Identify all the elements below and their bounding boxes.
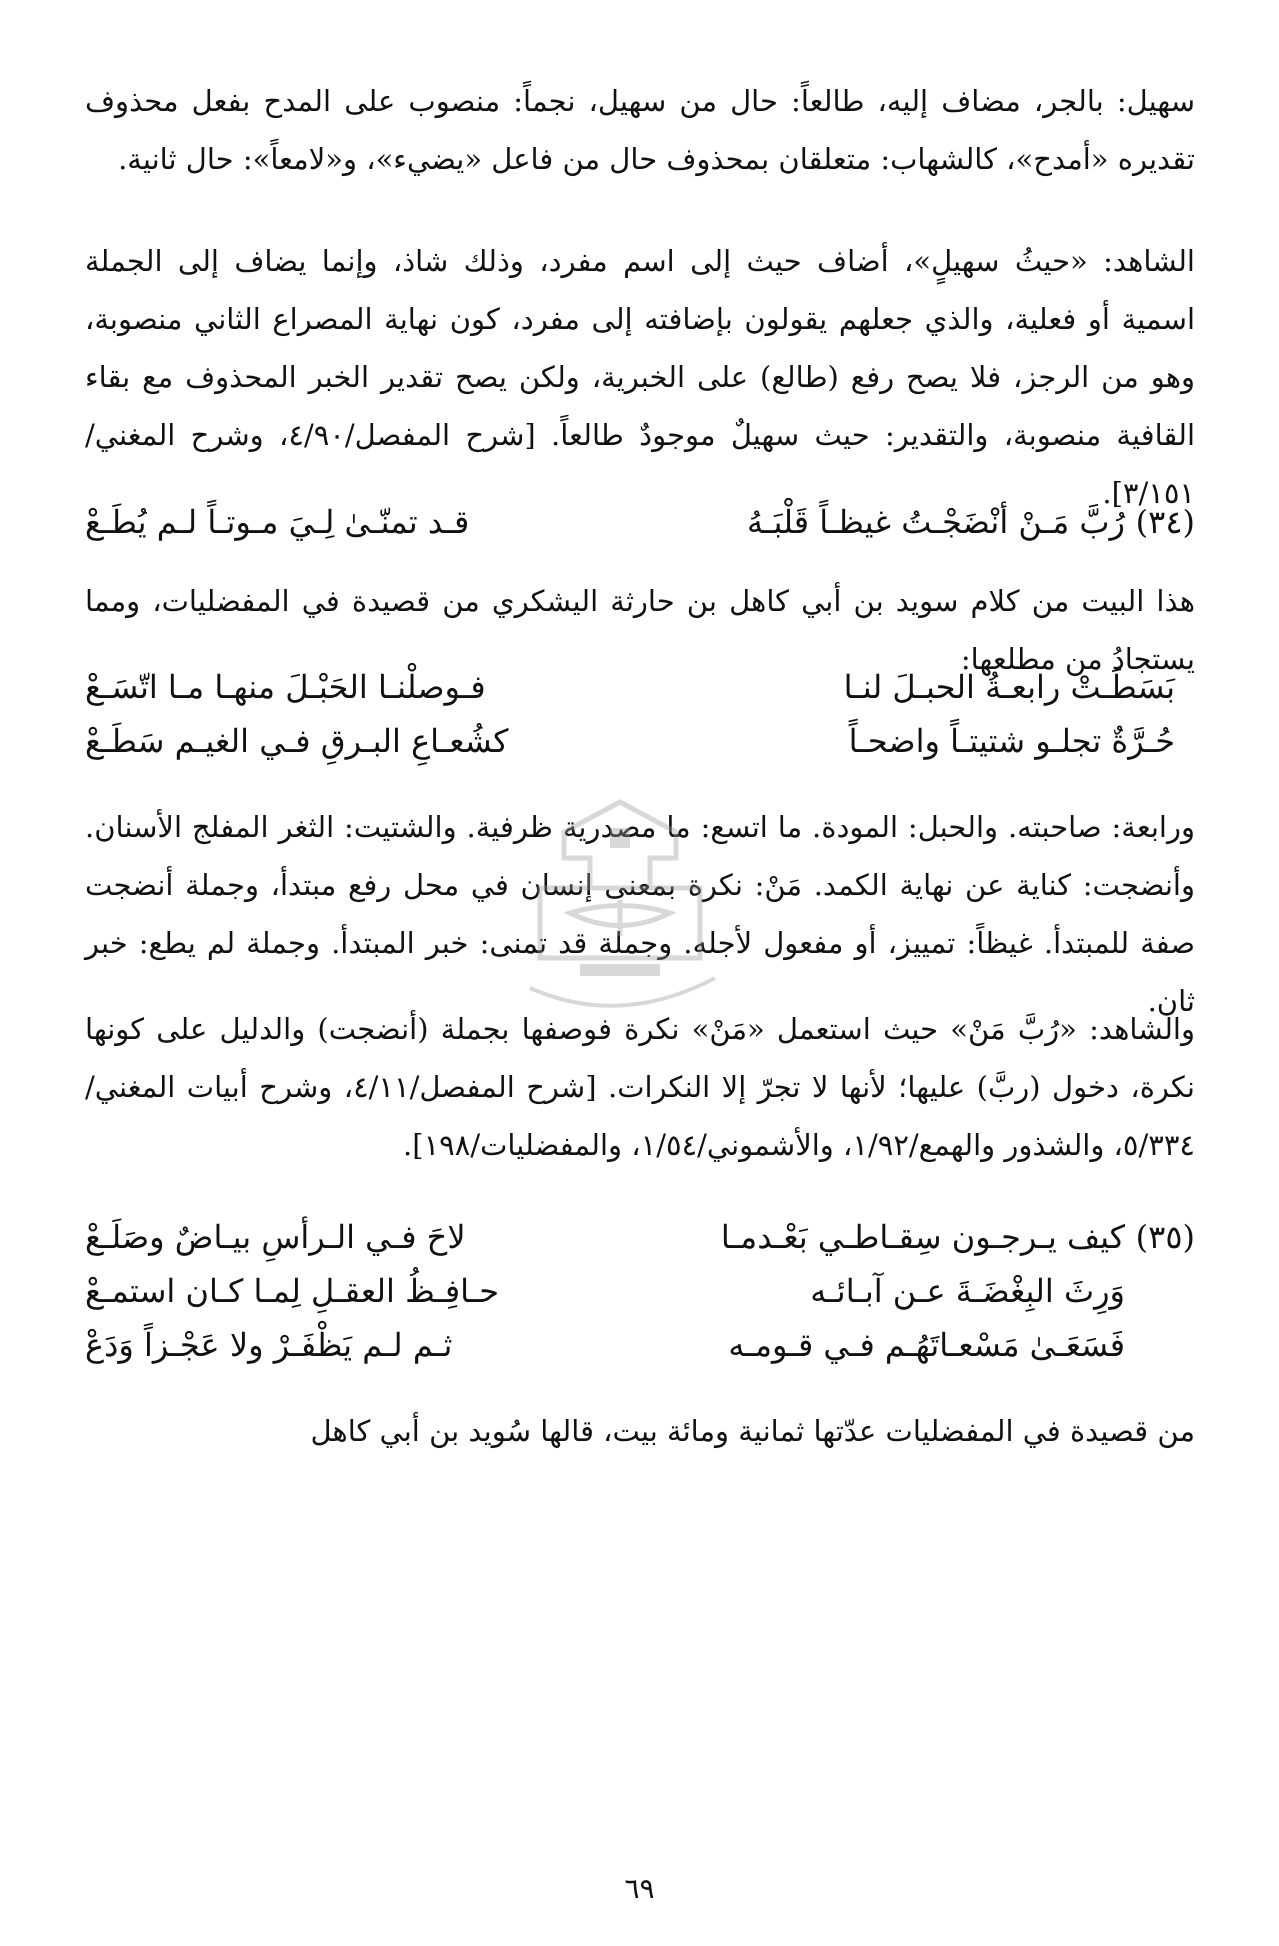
verse-first-hemistich: رُبَّ مَـنْ أنْضَجْـتُ غيظـاً قَلْبَـهُ [747,503,1125,541]
paragraph-vocabulary: ورابعة: صاحبته. والحبل: المودة. ما اتسع: ما مصدرية ظرفية. والشتيت: الثغر المفلج الأسنان. وأنضجت: كناية عن نهاية الكمد. مَنْ: نكرة بمعنى إنسان في محل رفع مبتدأ، وجملة أنضجت صفة للمبتدأ. غيظاً: تمييز، أو مفعول لأجله. وجملة قد تمنى: خبر المبتدأ. وجملة لم يطع: خبر ثان. [85,810,1195,1018]
matla-verse-1 [85,658,1195,716]
matla-verse-2 [85,712,1195,770]
verse-second-hemistich: كشُعـاعِ البـرقِ فـي الغيـم سَطَـعْ [85,722,509,760]
verse-35-line-3 [85,1316,1195,1374]
paragraph-verse-source: هذا البيت من كلام سويد بن أبي كاهل بن حارثة اليشكري من قصيدة في المفضليات، ومما يستجادُ من مطلعها: [85,584,1195,676]
verse-first-hemistich: حُـرَّةٌ تجلـو شتيتـاً واضحـاً [848,722,1175,760]
verse-number: (٣٤) [1135,503,1195,541]
verse-35-line-2 [85,1262,1195,1320]
paragraph-grammar-analysis: سهيل: بالجر، مضاف إليه، طالعاً: حال من سهيل، نجماً: منصوب على المدح بفعل محذوف تقديره «أمدح»، كالشهاب: متعلقان بمحذوف حال من فاعل «يضيء»، و«لامعاً»: حال ثانية. [85,84,1195,176]
verse-35-line-1 [85,1208,1195,1266]
paragraph-qasida-source: من قصيدة في المفضليات عدّتها ثمانية ومائة بيت، قالها سُويد بن أبي كاهل [310,1414,1195,1448]
library-seal-watermark-icon [500,788,740,1028]
page-number: ٦٩ [624,1872,655,1905]
verse-second-hemistich: قـد تمنّـىٰ لِـيَ مـوتـاً لـم يُطَـعْ [85,503,470,541]
verse-first-hemistich: فَسَعَـىٰ مَسْعـاتَهُـم فـي قـومـه [728,1326,1125,1364]
verse-number: (٣٥) [1135,1218,1195,1256]
verse-second-hemistich: فـوصلْنـا الحَبْـلَ منهـا مـا اتّسَـعْ [85,668,486,706]
paragraph-shahid-rubba: والشاهد: «رُبَّ مَنْ» حيث استعمل «مَنْ» نكرة فوصفها بجملة (أنضجت) والدليل على كونها نكرة، دخول (ربَّ) عليها؛ لأنها لا تجرّ إلا النكرات. [شرح المفصل/٤/١١، وشرح أبيات المغني/٥/٣٣٤، والشذور والهمع/١/٩٢، والأشموني/١/٥٤، والمفضليات/١٩٨]. [85,1012,1195,1162]
verse-second-hemistich: لاحَ فـي الـرأسِ بيـاضٌ وصَلَـعْ [85,1218,466,1256]
verse-34 [85,493,1195,551]
paragraph-shahid-haythu: الشاهد: «حيثُ سهيلٍ»، أضاف حيث إلى اسم مفرد، وذلك شاذ، وإنما يضاف إلى الجملة اسمية أو فعلية، والذي جعلهم يقولون بإضافته إلى مفرد، كون نهاية المصراع الثاني منصوبة، وهو من الرجز، فلا يصح رفع (طالع) على الخبرية، ولكن يصح تقدير الخبر المحذوف مع بقاء القافية منصوبة، والتقدير: حيث سهيلٌ موجودٌ طالعاً. [شرح المفصل/٤/٩٠، وشرح المغني/٣/١٥١]. [85,244,1195,510]
verse-second-hemistich: ثـم لـم يَظْفَـرْ ولا عَجْـزاً وَدَعْ [85,1326,453,1364]
verse-second-hemistich: حـافِـظُ العقـلِ لِمـا كـان استمـعْ [85,1272,500,1310]
verse-first-hemistich: كيف يـرجـون سِقـاطـي بَعْـدمـا [720,1218,1125,1256]
verse-first-hemistich: بَسَطَـتْ رابعـةُ الحبـلَ لنـا [843,668,1175,706]
verse-first-hemistich: وَرِثَ البِغْضَـةَ عـن آبـائـه [810,1272,1125,1310]
